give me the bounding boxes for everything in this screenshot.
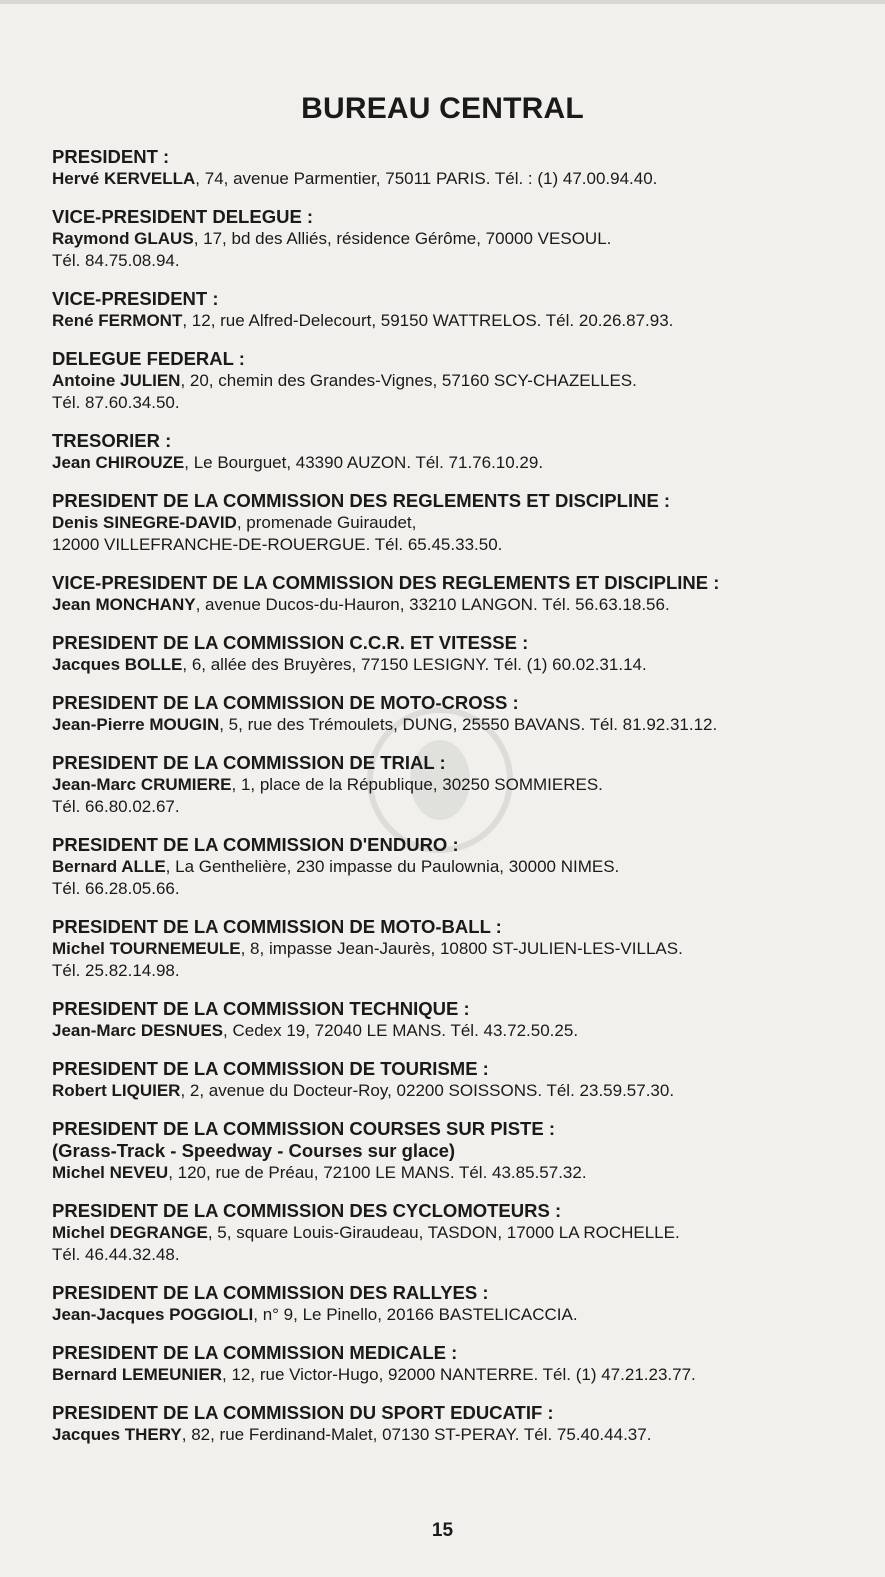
- officer-role: PRESIDENT DE LA COMMISSION DE TOURISME :: [52, 1058, 489, 1079]
- officer-name: Jacques BOLLE: [52, 655, 183, 674]
- officer-address: , La Genthelière, 230 impasse du Paulownia, 30000 NIMES.: [165, 857, 620, 876]
- officer-role: PRESIDENT DE LA COMMISSION DE TRIAL :: [52, 752, 446, 773]
- officer-address: , 2, avenue du Docteur-Roy, 02200 SOISSONS. Tél. 23.59.57.30.: [180, 1081, 675, 1100]
- officer-role: TRESORIER :: [52, 430, 172, 451]
- officer-name: Bernard ALLE: [52, 857, 166, 876]
- officer-address-line: [52, 370, 852, 392]
- officer-name: Bernard LEMEUNIER: [52, 1365, 223, 1384]
- officer-address-line: [52, 452, 852, 474]
- officer-entry: [52, 490, 852, 556]
- officer-address-line: [52, 168, 852, 190]
- officer-address: , 120, rue de Préau, 72100 LE MANS. Tél. 43.85.57.32.: [168, 1163, 587, 1182]
- officer-address: , 8, impasse Jean-Jaurès, 10800 ST-JULIEN-LES-VILLAS.: [240, 939, 683, 958]
- officer-address: , Cedex 19, 72040 LE MANS. Tél. 43.72.50.25.: [223, 1021, 579, 1040]
- officer-name: Raymond GLAUS: [52, 229, 194, 248]
- officer-role: PRESIDENT DE LA COMMISSION TECHNIQUE :: [52, 998, 470, 1019]
- officer-phone-line: Tél. 25.82.14.98.: [52, 961, 180, 980]
- officer-entry: [52, 146, 852, 190]
- officer-entry: [52, 834, 852, 900]
- officer-role: PRESIDENT DE LA COMMISSION DE MOTO-BALL :: [52, 916, 502, 937]
- officer-role: VICE-PRESIDENT DE LA COMMISSION DES REGLEMENTS ET DISCIPLINE :: [52, 572, 720, 593]
- officer-entry: [52, 1118, 852, 1184]
- officer-name: Denis SINEGRE-DAVID: [52, 513, 237, 532]
- officer-name: Jean-Marc DESNUES: [52, 1021, 224, 1040]
- officer-address-line: [52, 856, 852, 878]
- officer-name: Michel DEGRANGE: [52, 1223, 208, 1242]
- officer-address: , 5, square Louis-Giraudeau, TASDON, 17000 LA ROCHELLE.: [207, 1223, 680, 1242]
- officer-address-line: [52, 1162, 852, 1184]
- officer-address-line: [52, 938, 852, 960]
- officer-name: Jean CHIROUZE: [52, 453, 185, 472]
- officer-address: , n° 9, Le Pinello, 20166 BASTELICACCIA.: [253, 1305, 578, 1324]
- officer-address-line: [52, 512, 852, 534]
- officer-entry: [52, 1058, 852, 1102]
- officer-entry: [52, 1282, 852, 1326]
- officer-role: PRESIDENT DE LA COMMISSION DES CYCLOMOTEURS :: [52, 1200, 562, 1221]
- officer-phone-line: Tél. 84.75.08.94.: [52, 251, 180, 270]
- officer-name: Jean MONCHANY: [52, 595, 196, 614]
- officer-role: PRESIDENT :: [52, 146, 170, 167]
- top-edge: [0, 0, 885, 4]
- officer-role: DELEGUE FEDERAL :: [52, 348, 245, 369]
- officer-address: , 5, rue des Trémoulets, DUNG, 25550 BAVANS. Tél. 81.92.31.12.: [219, 715, 718, 734]
- officer-address-line: [52, 1424, 852, 1446]
- officer-address-line: [52, 1020, 852, 1042]
- officer-subrole: (Grass-Track - Speedway - Courses sur glace): [52, 1140, 456, 1161]
- officer-name: Jean-Pierre MOUGIN: [52, 715, 220, 734]
- officer-address: , 17, bd des Alliés, résidence Gérôme, 70000 VESOUL.: [193, 229, 612, 248]
- officer-entry: [52, 632, 852, 676]
- officer-role: PRESIDENT DE LA COMMISSION C.C.R. ET VITESSE :: [52, 632, 529, 653]
- officer-address: , 74, avenue Parmentier, 75011 PARIS. Tél. : (1) 47.00.94.40.: [195, 169, 658, 188]
- officer-phone-line: Tél. 87.60.34.50.: [52, 393, 180, 412]
- officer-address: , 6, allée des Bruyères, 77150 LESIGNY. Tél. (1) 60.02.31.14.: [182, 655, 647, 674]
- officer-role: PRESIDENT DE LA COMMISSION D'ENDURO :: [52, 834, 459, 855]
- page-title: BUREAU CENTRAL: [301, 92, 584, 125]
- officer-address-line: [52, 654, 852, 676]
- officer-address: , 1, place de la République, 30250 SOMMIERES.: [231, 775, 603, 794]
- officer-address: , 12, rue Alfred-Delecourt, 59150 WATTRELOS. Tél. 20.26.87.93.: [182, 311, 674, 330]
- officer-address-line: [52, 1304, 852, 1326]
- officer-role: PRESIDENT DE LA COMMISSION DES REGLEMENTS ET DISCIPLINE :: [52, 490, 671, 511]
- officer-entry: [52, 692, 852, 736]
- officer-role: VICE-PRESIDENT :: [52, 288, 219, 309]
- officer-address: , Le Bourguet, 43390 AUZON. Tél. 71.76.10.29.: [184, 453, 544, 472]
- officer-role: PRESIDENT DE LA COMMISSION DES RALLYES :: [52, 1282, 489, 1303]
- officer-entry: [52, 572, 852, 616]
- officer-address-line: [52, 594, 852, 616]
- officer-entry: [52, 752, 852, 818]
- officer-name: Antoine JULIEN: [52, 371, 181, 390]
- officer-entry: [52, 1402, 852, 1446]
- officer-address-line: [52, 1222, 852, 1244]
- officer-entry: [52, 206, 852, 272]
- officer-name: Michel TOURNEMEULE: [52, 939, 241, 958]
- officer-address-line: [52, 228, 852, 250]
- officer-phone-line: 12000 VILLEFRANCHE-DE-ROUERGUE. Tél. 65.45.33.50.: [52, 535, 503, 554]
- officer-entry: [52, 288, 852, 332]
- officer-address-line: [52, 774, 852, 796]
- officer-phone-line: Tél. 46.44.32.48.: [52, 1245, 180, 1264]
- officer-address-line: [52, 714, 852, 736]
- officer-address: , promenade Guiraudet,: [236, 513, 417, 532]
- officer-name: Michel NEVEU: [52, 1163, 169, 1182]
- officer-entry: [52, 916, 852, 982]
- officer-address-line: [52, 1364, 852, 1386]
- officer-name: Jean-Marc CRUMIERE: [52, 775, 232, 794]
- officer-role: VICE-PRESIDENT DELEGUE :: [52, 206, 314, 227]
- officer-role: PRESIDENT DE LA COMMISSION MEDICALE :: [52, 1342, 458, 1363]
- officer-name: René FERMONT: [52, 311, 183, 330]
- officer-entry: [52, 1342, 852, 1386]
- officer-address: , 12, rue Victor-Hugo, 92000 NANTERRE. Tél. (1) 47.21.23.77.: [222, 1365, 696, 1384]
- officer-phone-line: Tél. 66.28.05.66.: [52, 879, 180, 898]
- officer-address-line: [52, 310, 852, 332]
- officer-role: PRESIDENT DE LA COMMISSION DE MOTO-CROSS :: [52, 692, 519, 713]
- officer-list: [52, 146, 852, 1462]
- officer-entry: [52, 998, 852, 1042]
- officer-name: Robert LIQUIER: [52, 1081, 181, 1100]
- officer-address: , 82, rue Ferdinand-Malet, 07130 ST-PERAY. Tél. 75.40.44.37.: [181, 1425, 652, 1444]
- officer-address: , avenue Ducos-du-Hauron, 33210 LANGON. Tél. 56.63.18.56.: [195, 595, 670, 614]
- officer-role: PRESIDENT DE LA COMMISSION COURSES SUR PISTE :: [52, 1118, 555, 1139]
- officer-entry: [52, 430, 852, 474]
- officer-entry: [52, 348, 852, 414]
- page-number: 15: [431, 1520, 454, 1541]
- officer-phone-line: Tél. 66.80.02.67.: [52, 797, 180, 816]
- officer-name: Jean-Jacques POGGIOLI: [52, 1305, 254, 1324]
- officer-role: PRESIDENT DE LA COMMISSION DU SPORT EDUCATIF :: [52, 1402, 554, 1423]
- officer-name: Hervé KERVELLA: [52, 169, 196, 188]
- officer-address-line: [52, 1080, 852, 1102]
- officer-entry: [52, 1200, 852, 1266]
- officer-address: , 20, chemin des Grandes-Vignes, 57160 SCY-CHAZELLES.: [180, 371, 637, 390]
- officer-name: Jacques THERY: [52, 1425, 182, 1444]
